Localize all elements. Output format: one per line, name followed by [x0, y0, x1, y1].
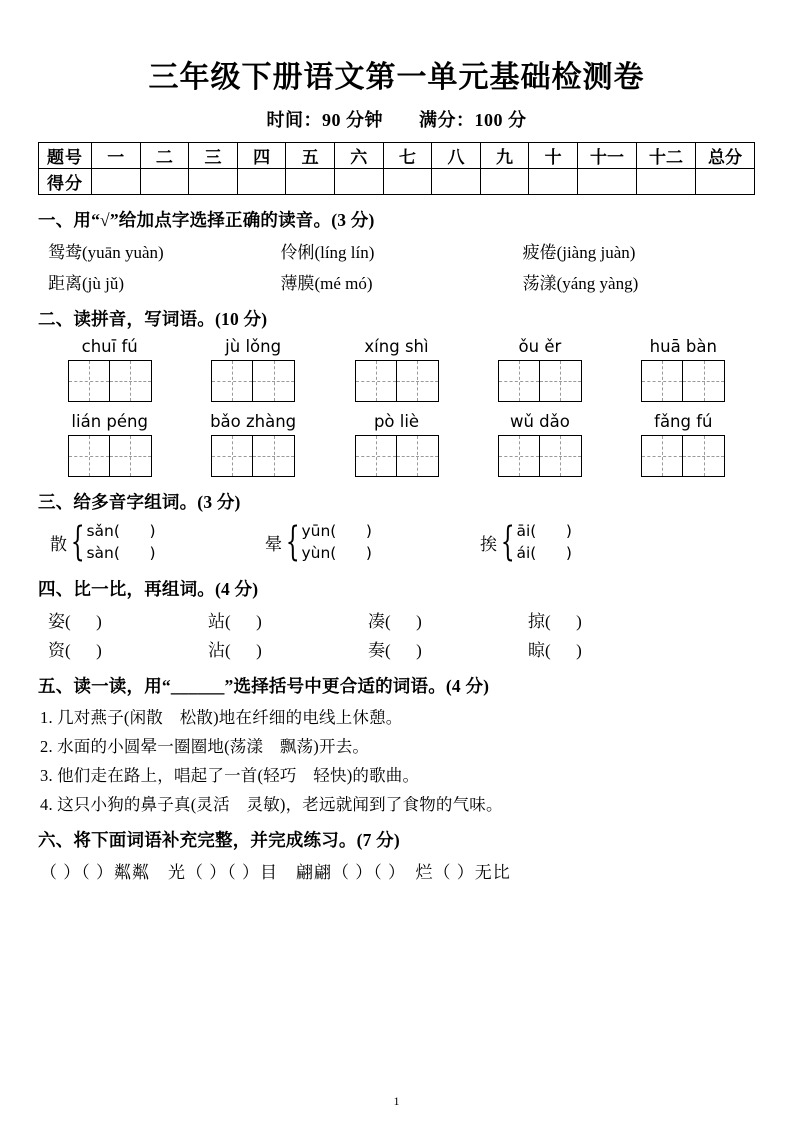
section-4-body	[38, 607, 755, 661]
section-6-body[interactable]: （ ）（ ）粼粼 光（ ）（ ）目 翩翩（ ）（ ） 烂（ ）无比	[40, 863, 511, 882]
score-table	[38, 142, 755, 195]
tianzige-cell[interactable]	[68, 360, 110, 402]
tianzige-cell[interactable]	[498, 435, 540, 477]
score-col-3: 三	[189, 143, 238, 169]
tianzige-cell[interactable]	[211, 435, 253, 477]
duoyinzi-item[interactable]	[265, 520, 480, 564]
page-number: 1	[393, 1094, 400, 1108]
compare-item[interactable]: 资( )	[48, 641, 102, 660]
tianzige-grid[interactable]	[211, 435, 295, 477]
reading-choices: (jiàng juàn)	[556, 243, 636, 262]
duoyinzi-item[interactable]	[50, 520, 265, 564]
score-input-2[interactable]	[140, 169, 189, 195]
reading-choices: (líng lín)	[314, 243, 375, 262]
word-text: 距离	[48, 274, 82, 293]
tianzige-cell[interactable]	[397, 360, 439, 402]
pinyin-label: jù lǒng	[225, 337, 282, 356]
score-col-5: 五	[286, 143, 335, 169]
pinyin-label: ǒu ěr	[518, 337, 562, 356]
score-input-11[interactable]	[578, 169, 637, 195]
duoyinzi-reading[interactable]: sǎn( )	[86, 522, 156, 540]
score-col-7: 七	[383, 143, 432, 169]
section-3-heading: 三、给多音字组词。(3 分)	[38, 492, 241, 512]
tianzige-grid[interactable]	[498, 435, 582, 477]
word-text: 疲倦	[522, 243, 557, 262]
sentence-item[interactable]: 4. 这只小狗的鼻子真(灵活 灵敏)，老远就闻到了食物的气味。	[40, 795, 503, 814]
compare-item[interactable]: 晾( )	[528, 641, 582, 660]
compare-item[interactable]: 凑( )	[368, 612, 422, 631]
score-input-8[interactable]	[432, 169, 481, 195]
duoyinzi-item[interactable]	[480, 520, 695, 564]
tianzige-cell[interactable]	[540, 360, 582, 402]
section-5-heading: 五、读一读，用“______”选择括号中更合适的词语。(4 分)	[38, 676, 490, 696]
tianzige-cell[interactable]	[355, 435, 397, 477]
score-input-total[interactable]	[696, 169, 755, 195]
score-input-5[interactable]	[286, 169, 335, 195]
tianzige-cell[interactable]	[540, 435, 582, 477]
tianzige-grid[interactable]	[355, 360, 439, 402]
compare-item[interactable]: 沾( )	[208, 641, 262, 660]
section-1-item[interactable]	[523, 238, 755, 263]
tianzige-cell[interactable]	[498, 360, 540, 402]
pinyin-label: xíng shì	[364, 337, 429, 356]
score-table-header-row	[39, 143, 755, 169]
score-input-12[interactable]	[637, 169, 696, 195]
reading-choices: (mé mó)	[314, 274, 373, 293]
tianzige-cell[interactable]	[683, 435, 725, 477]
section-2-pinyin-row	[38, 412, 755, 431]
section-2-body	[38, 337, 755, 477]
word-text: 薄膜	[280, 274, 315, 293]
reading-choices: (yáng yàng)	[556, 274, 639, 293]
tianzige-grid[interactable]	[641, 435, 725, 477]
pinyin-label: lián péng	[71, 412, 148, 431]
duoyinzi-char: 挨	[480, 534, 497, 554]
duoyinzi-readings	[301, 520, 371, 564]
score-input-7[interactable]	[383, 169, 432, 195]
compare-row	[48, 607, 755, 632]
tianzige-cell[interactable]	[641, 435, 683, 477]
section-1-row	[48, 238, 755, 263]
score-input-9[interactable]	[480, 169, 529, 195]
section-1-item[interactable]	[280, 269, 522, 294]
score-input-4[interactable]	[237, 169, 286, 195]
score-col-10: 十	[529, 143, 578, 169]
sentence-item[interactable]: 1. 几对燕子(闲散 松散)地在纤细的电线上休憩。	[40, 708, 403, 727]
word-text: 鸳鸯	[48, 243, 82, 262]
score-col-1: 一	[92, 143, 141, 169]
tianzige-cell[interactable]	[110, 435, 152, 477]
score-col-9: 九	[480, 143, 529, 169]
score-input-3[interactable]	[189, 169, 238, 195]
tianzige-cell[interactable]	[641, 360, 683, 402]
exam-duration: 时间：90 分钟	[266, 110, 383, 130]
score-input-1[interactable]	[92, 169, 141, 195]
tianzige-grid[interactable]	[641, 360, 725, 402]
score-col-8: 八	[432, 143, 481, 169]
section-2-writing-row	[38, 435, 755, 477]
score-col-4: 四	[237, 143, 286, 169]
score-table-input-row	[39, 169, 755, 195]
duoyinzi-reading[interactable]: yùn( )	[301, 544, 372, 562]
brace-icon: {	[70, 519, 85, 565]
section-3-body	[50, 520, 755, 564]
compare-item[interactable]: 掠( )	[528, 612, 582, 631]
word-text: 伶俐	[280, 243, 315, 262]
duoyinzi-reading[interactable]: ái( )	[516, 544, 572, 562]
section-6-heading: 六、将下面词语补充完整，并完成练习。(7 分)	[38, 830, 400, 850]
word-text: 荡漾	[522, 274, 557, 293]
reading-choices: (jù jǔ)	[82, 274, 125, 293]
duoyinzi-readings	[516, 520, 571, 564]
compare-item[interactable]: 姿( )	[48, 612, 102, 631]
duoyinzi-readings	[86, 520, 155, 564]
exam-total-score: 满分：100 分	[419, 110, 527, 130]
section-2-heading: 二、读拼音，写词语。(10 分)	[38, 309, 268, 329]
pinyin-label: huā bàn	[649, 337, 717, 356]
compare-item[interactable]: 站( )	[208, 612, 262, 631]
tianzige-grid[interactable]	[211, 360, 295, 402]
brace-icon: {	[500, 519, 515, 565]
section-4-heading: 四、比一比，再组词。(4 分)	[38, 579, 259, 599]
score-col-12: 十二	[637, 143, 696, 169]
section-1-item[interactable]	[280, 238, 522, 263]
duoyinzi-char: 晕	[265, 534, 282, 554]
pinyin-label: fǎng fú	[654, 412, 713, 431]
tianzige-cell[interactable]	[397, 435, 439, 477]
duoyinzi-reading[interactable]: āi( )	[516, 522, 572, 540]
duoyinzi-char: 散	[50, 534, 67, 554]
tianzige-cell[interactable]	[68, 435, 110, 477]
tianzige-cell[interactable]	[253, 360, 295, 402]
tianzige-cell[interactable]	[253, 435, 295, 477]
page-title: 三年级下册语文第一单元基础检测卷	[148, 61, 645, 94]
section-5-body	[38, 704, 755, 815]
score-col-6: 六	[334, 143, 383, 169]
pinyin-label: pò liè	[373, 412, 420, 431]
pinyin-label: wǔ dǎo	[509, 412, 570, 431]
tianzige-cell[interactable]	[355, 360, 397, 402]
sentence-item[interactable]: 2. 水面的小圆晕一圈圈地(荡漾 飘荡)开去。	[40, 737, 370, 756]
tianzige-grid[interactable]	[68, 435, 152, 477]
score-input-6[interactable]	[334, 169, 383, 195]
score-col-11: 十一	[578, 143, 637, 169]
score-input-10[interactable]	[529, 169, 578, 195]
reading-choices: (yuān yuàn)	[82, 243, 164, 262]
pinyin-label: bǎo zhàng	[210, 412, 297, 431]
section-1-item[interactable]	[523, 269, 755, 294]
section-1-item[interactable]	[48, 269, 280, 294]
tianzige-grid[interactable]	[355, 435, 439, 477]
tianzige-grid[interactable]	[498, 360, 582, 402]
compare-row	[48, 636, 755, 661]
duoyinzi-reading[interactable]: sàn( )	[86, 544, 156, 562]
section-2-writing-row	[38, 360, 755, 402]
section-1-body	[48, 238, 755, 294]
compare-item[interactable]: 奏( )	[368, 641, 422, 660]
section-2-pinyin-row	[38, 337, 755, 356]
score-col-2: 二	[140, 143, 189, 169]
tianzige-cell[interactable]	[110, 360, 152, 402]
brace-icon: {	[285, 519, 300, 565]
section-1-item[interactable]	[48, 238, 280, 263]
pinyin-label: chuī fú	[81, 337, 138, 356]
score-table-points-label: 得分	[39, 169, 92, 195]
tianzige-cell[interactable]	[211, 360, 253, 402]
exam-meta	[38, 106, 755, 132]
sentence-item[interactable]: 3. 他们走在路上，唱起了一首(轻巧 轻快)的歌曲。	[40, 766, 420, 785]
section-1-row	[48, 269, 755, 294]
tianzige-grid[interactable]	[68, 360, 152, 402]
score-col-total: 总分	[696, 143, 755, 169]
score-table-row-label: 题号	[39, 143, 92, 169]
duoyinzi-reading[interactable]: yūn( )	[301, 522, 372, 540]
tianzige-cell[interactable]	[683, 360, 725, 402]
section-1-heading: 一、用“√”给加点字选择正确的读音。(3 分)	[38, 210, 375, 230]
